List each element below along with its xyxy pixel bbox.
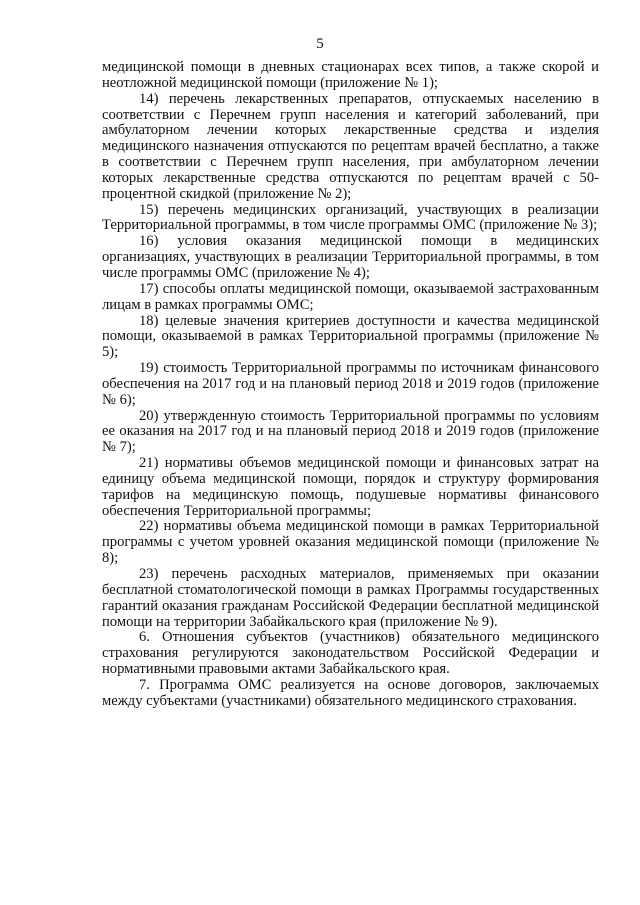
- paragraph-item-20: 20) утвержденную стоимость Территориальной программы по условиям ее оказания на 2017 год и на плановый период 2018 и 2019 годов (приложение № 7);: [102, 407, 599, 456]
- paragraph-item-17: 17) способы оплаты медицинской помощи, оказываемой застрахованным лицам в рамках программы ОМС;: [102, 280, 599, 313]
- paragraph-item-23: 23) перечень расходных материалов, применяемых при оказании бесплатной стоматологической помощи в рамках Программы государственных гарантий оказания гражданам Российской Федерации бесплатной медицинской помощи на территории Забайкальского края (приложение № 9).: [102, 566, 599, 630]
- paragraph-item-19: 19) стоимость Территориальной программы по источникам финансового обеспечения на 2017 год и на плановый период 2018 и 2019 годов (приложение № 6);: [102, 360, 599, 408]
- paragraph-item-21: 21) нормативы объемов медицинской помощи и финансовых затрат на единицу объема медицинской помощи, порядок и структуру формирования тарифов на медицинскую помощь, подушевые нормативы финансового обеспечения Территориальной программы;: [102, 455, 599, 519]
- paragraph-item-18: 18) целевые значения критериев доступности и качества медицинской помощи, оказываемой в рамках Территориальной программы (приложение № 5);: [102, 312, 599, 361]
- document-body: [102, 60, 599, 710]
- paragraph-item-14: 14) перечень лекарственных препаратов, отпускаемых населению в соответствии с Перечнем групп населения и категорий заболеваний, при амбулаторном лечении которых лекарственные средства и изделия медицинского назначения отпускаются по рецептам врачей бесплатно, а также в соответствии с Перечнем групп населения, при амбулаторном лечении которых лекарственные средства отпускаются по рецептам врачей с 50-процентной скидкой (приложение № 2);: [102, 90, 599, 202]
- paragraph-continuation: медицинской помощи в дневных стационарах всех типов, а также скорой и неотложной медицинской помощи (приложение № 1);: [102, 59, 599, 91]
- paragraph-item-16: 16) условия оказания медицинской помощи в медицинских организациях, участвующих в реализации Территориальной программы, в том числе программы ОМС (приложение № 4);: [102, 233, 599, 281]
- paragraph-section-6: 6. Отношения субъектов (участников) обязательного медицинского страхования регулируются законодательством Российской Федерации и нормативными правовыми актами Забайкальского края.: [102, 629, 599, 678]
- page-number: 5: [316, 36, 324, 52]
- paragraph-item-15: 15) перечень медицинских организаций, участвующих в реализации Территориальной программы, в том числе программы ОМС (приложение № 3);: [102, 201, 599, 234]
- paragraph-section-7: 7. Программа ОМС реализуется на основе договоров, заключаемых между субъектами (участниками) обязательного медицинского страхования.: [102, 676, 599, 709]
- paragraph-item-22: 22) нормативы объема медицинской помощи в рамках Территориальной программы с учетом уровней оказания медицинской помощи (приложение № 8);: [102, 518, 599, 567]
